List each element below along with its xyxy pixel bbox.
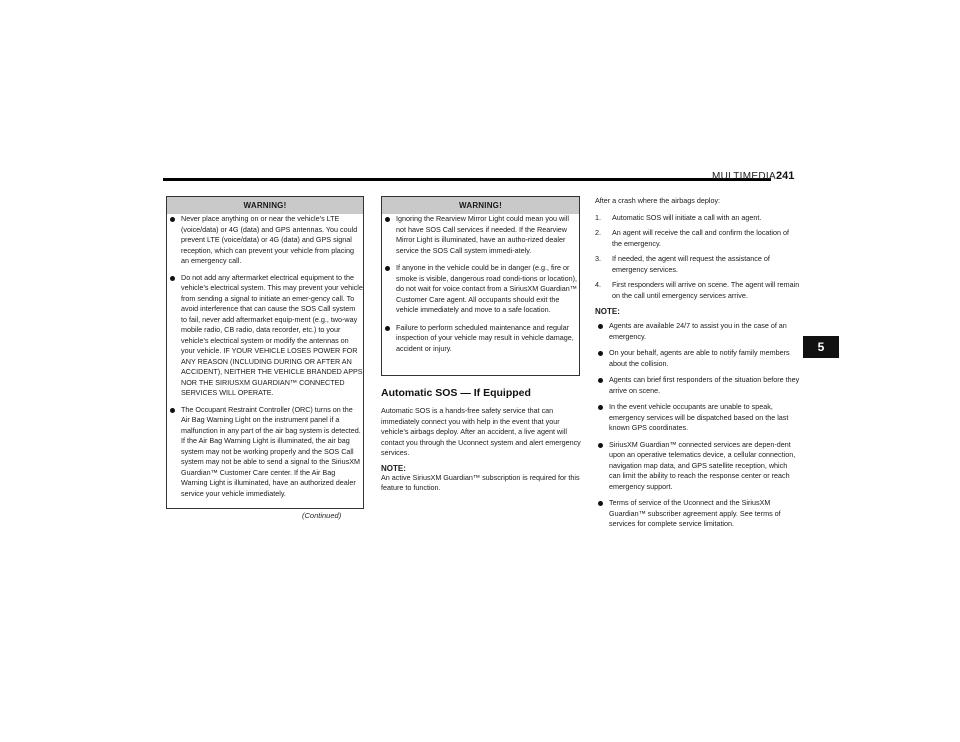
bullet-icon xyxy=(598,351,603,356)
note-item-text: Terms of service of the Uconnect and the SiriusXM Guardian™ subscriber agreement apply. See terms of services for complete service limitation. xyxy=(609,498,781,528)
warning-item xyxy=(167,214,363,267)
warning-item-text: Ignoring the Rearview Mirror Light could mean you will not have SOS Call services if needed. If the Rearview Mirror Light is illuminated, have an autho-rized dealer service the SOS Call system immedi-ately. xyxy=(396,214,569,255)
warning-item-text: Never place anything on or near the vehicle’s LTE (voice/data) or 4G (data) and GPS antennas. You could prevent LTE (voice/data) or 4G (data) and GPS signal reception, which can prevent your vehicle from placing an emergency call. xyxy=(181,214,358,265)
bullet-icon xyxy=(598,378,603,383)
note-item-text: On your behalf, agents are able to notify family members about the collision. xyxy=(609,348,790,368)
step-text: If needed, the agent will request the assistance of emergency services. xyxy=(612,254,770,274)
bullet-icon xyxy=(385,217,390,222)
bullet-icon xyxy=(598,443,603,448)
continued-label: (Continued) xyxy=(302,511,342,520)
note-item xyxy=(595,321,800,342)
column-3 xyxy=(595,196,800,536)
warning-box-1-title: WARNING! xyxy=(167,197,363,214)
note-label: NOTE: xyxy=(595,307,620,316)
step-item xyxy=(595,280,800,301)
note-item-text: Agents are available 24/7 to assist you in the case of an emergency. xyxy=(609,321,787,341)
step-number: 3. xyxy=(595,254,601,263)
bullet-icon xyxy=(598,405,603,410)
step-item xyxy=(595,213,800,224)
bullet-icon xyxy=(598,324,603,329)
note-item-text: In the event vehicle occupants are unable to speak, emergency services will be dispatched based on the last known GPS coordinates. xyxy=(609,402,789,432)
note-label: NOTE: xyxy=(381,463,406,473)
warning-item-text: If anyone in the vehicle could be in danger (e.g., fire or smoke is visible, dangerous road condi-tions or location), do not wait for voice contact from a SiriusXM Guardian™ Customer Care agent. All occupants should exit the vehicle immediately and move to a safe location. xyxy=(396,263,577,314)
bullet-icon xyxy=(170,276,175,281)
step-text: An agent will receive the call and confirm the location of the emergency. xyxy=(612,228,789,248)
warning-item-text: The Occupant Restraint Controller (ORC) turns on the Air Bag Warning Light on the instrument panel if a malfunction in any part of the air bag system is detected. If the Air Bag Warning Light is illuminated, the air bag system may not be working properly and the SOS Call system may not be able to send a signal to the SiriusXM Guardian™ Customer Care center. If the Air Bag Warning Light is illuminated, have an authorized dealer service your vehicle immediately. xyxy=(181,404,361,498)
automatic-sos-section xyxy=(381,406,581,494)
chapter-tab: 5 xyxy=(803,336,839,358)
section-title: Automatic SOS — If Equipped xyxy=(381,387,531,399)
running-header-section: MULTIMEDIA xyxy=(712,171,776,182)
warning-box-2-title: WARNING! xyxy=(382,197,579,214)
bullet-icon xyxy=(385,326,390,331)
automatic-sos-body: Automatic SOS is a hands-free safety service that can immediately connect you with help in the event that your vehicle’s airbags deploy. After an accident, a live agent will contact you through the Uconnect system and alert emergency services. xyxy=(381,406,581,457)
step-number: 1. xyxy=(595,212,601,222)
warning-item xyxy=(382,323,579,355)
warning-item-text: Do not add any aftermarket electrical equipment to the vehicle’s electrical system. This may prevent your vehicle from sending a signal to initiate an emer-gency call. To avoid interference that can cause the SOS Call system to fail, never add aftermarket equip-ment (e.g., two-way mobile radio, CB radio, data recorder, etc.) to your vehicle’s electrical system or modify the antennas on your vehicle. IF YOUR VEHICLE LOSES POWER FOR ANY REASON (INCLUDING DURING OR AFTER AN ACCIDENT), NEITHER THE VEHICLE BRANDED APPS NOR THE SIRIUSXM GUARDIAN™ CONNECTED SERVICES WILL OPERATE. xyxy=(181,272,363,397)
warning-box-2 xyxy=(381,196,580,376)
warning-item-text: Failure to perform scheduled maintenance and regular inspection of your vehicle may result in vehicle damage, accident or injury. xyxy=(396,322,574,353)
page-number: 241 xyxy=(776,170,795,182)
note-item-text: SiriusXM Guardian™ connected services are depen-dent upon an operative telematics device, a cellular connection, navigation map data, and GPS satellite reception, which can limit the ability to reach the response center or reach emergency support. xyxy=(609,439,796,491)
step-number: 2. xyxy=(595,228,601,237)
step-text: Automatic SOS will initiate a call with an agent. xyxy=(612,212,762,222)
note-list xyxy=(595,321,800,530)
warning-item xyxy=(382,214,579,256)
step-text: First responders will arrive on scene. The agent will remain on the call until emergency services arrive. xyxy=(612,280,800,300)
note-item-text: Agents can brief first responders of the situation before they arrive on scene. xyxy=(609,375,800,395)
bullet-icon xyxy=(170,408,175,413)
bullet-icon xyxy=(170,217,175,222)
header-rule xyxy=(163,178,771,181)
step-item xyxy=(595,228,800,249)
note-item xyxy=(595,375,800,396)
step-number: 4. xyxy=(595,280,601,289)
warning-box-2-list xyxy=(382,214,579,354)
warning-box-1 xyxy=(166,196,364,509)
note-item xyxy=(595,402,800,434)
note-item xyxy=(595,498,800,530)
bullet-icon xyxy=(385,266,390,271)
bullet-icon xyxy=(598,501,603,506)
warning-item xyxy=(382,263,579,316)
step-item xyxy=(595,254,800,275)
note-item xyxy=(595,440,800,493)
note-item xyxy=(595,348,800,369)
crash-intro: After a crash where the airbags deploy: xyxy=(595,196,721,205)
crash-steps xyxy=(595,213,800,302)
warning-item xyxy=(167,273,363,399)
warning-item xyxy=(167,405,363,500)
warning-box-1-list xyxy=(167,214,363,499)
note-text: An active SiriusXM Guardian™ subscription is required for this feature to function. xyxy=(381,472,580,492)
